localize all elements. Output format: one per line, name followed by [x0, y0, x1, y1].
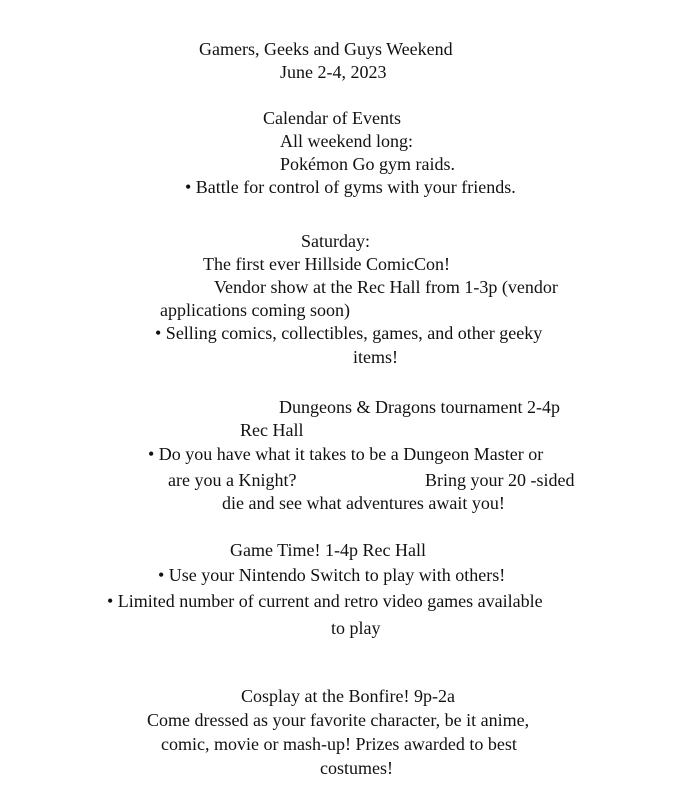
cosplay-title: Cosplay at the Bonfire! 9p-2a: [241, 686, 455, 706]
comiccon-bullet-line-2: items!: [353, 347, 398, 367]
vendor-line-2: applications coming soon): [160, 300, 350, 320]
comiccon-bullet-line-1: • Selling comics, collectibles, games, and other geeky: [155, 323, 543, 343]
dnd-line-3: die and see what adventures await you!: [222, 493, 505, 513]
cosplay-line-3: costumes!: [320, 758, 393, 778]
dnd-title: Dungeons & Dragons tournament 2-4p: [279, 397, 560, 417]
cosplay-line-1: Come dressed as your favorite character, be it anime,: [147, 710, 530, 730]
calendar-heading: Calendar of Events: [263, 108, 401, 128]
all-weekend-heading: All weekend long:: [280, 131, 413, 151]
event-dates: June 2-4, 2023: [280, 62, 387, 82]
flyer-title: Gamers, Geeks and Guys Weekend: [199, 39, 453, 59]
game-time-bullet-1: • Use your Nintendo Switch to play with others!: [158, 565, 506, 585]
pokemon-event: Pokémon Go gym raids.: [280, 154, 455, 174]
vendor-line-1: Vendor show at the Rec Hall from 1-3p (vendor: [214, 277, 558, 297]
dnd-location: Rec Hall: [240, 420, 304, 440]
game-time-bullet-2-line-2: to play: [331, 618, 381, 638]
dnd-bullet-line-1: • Do you have what it takes to be a Dungeon Master or: [148, 444, 544, 464]
dnd-line-2-part-2: Bring your 20 -sided: [425, 470, 575, 490]
dnd-line-2-part-1: are you a Knight?: [168, 470, 297, 490]
comiccon-title: The first ever Hillside ComicCon!: [203, 254, 450, 274]
cosplay-line-2: comic, movie or mash-up! Prizes awarded to best: [161, 734, 517, 754]
game-time-bullet-2-line-1: • Limited number of current and retro video games available: [107, 591, 543, 611]
game-time-title: Game Time! 1-4p Rec Hall: [230, 540, 426, 560]
saturday-heading: Saturday:: [301, 231, 370, 251]
pokemon-bullet: • Battle for control of gyms with your friends.: [185, 177, 516, 197]
